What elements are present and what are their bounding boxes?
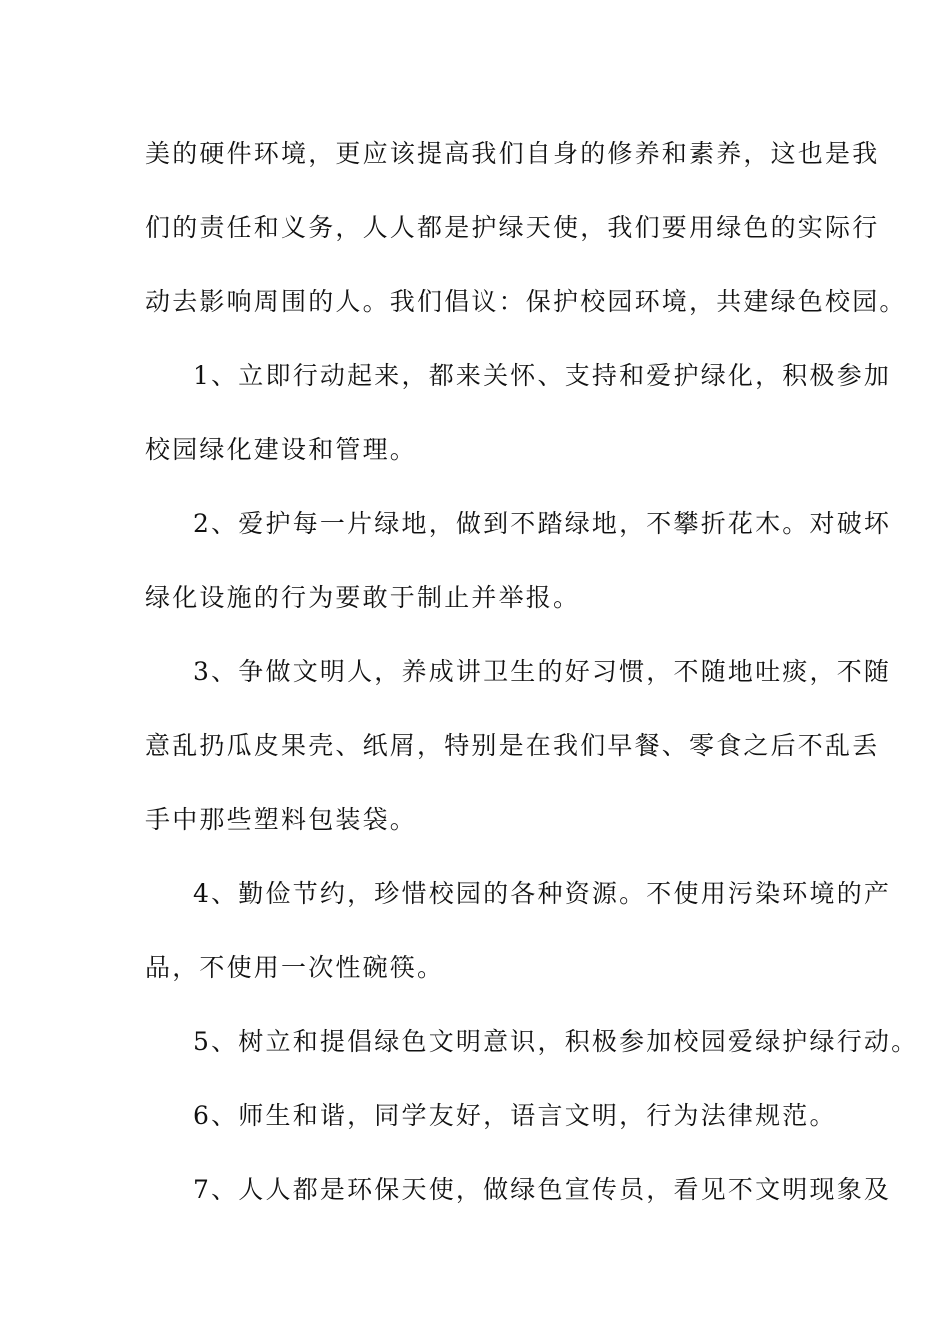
paragraph-line: 品，不使用一次性碗筷。 <box>145 953 445 982</box>
list-item-3: 3、争做文明人，养成讲卫生的好习惯，不随地吐痰，不随 <box>193 657 892 686</box>
list-item-2: 2、爱护每一片绿地，做到不踏绿地，不攀折花木。对破坏 <box>193 509 892 538</box>
list-item-1: 1、立即行动起来，都来关怀、支持和爱护绿化，积极参加 <box>193 361 892 390</box>
list-item-4: 4、勤俭节约，珍惜校园的各种资源。不使用污染环境的产 <box>193 879 892 908</box>
paragraph-line: 绿化设施的行为要敢于制止并举报。 <box>145 583 581 612</box>
paragraph-line: 们的责任和义务，人人都是护绿天使，我们要用绿色的实际行 <box>145 213 880 242</box>
paragraph-line: 意乱扔瓜皮果壳、纸屑，特别是在我们早餐、零食之后不乱丢 <box>145 731 880 760</box>
list-item-6: 6、师生和谐，同学友好，语言文明，行为法律规范。 <box>193 1101 837 1130</box>
paragraph-line: 校园绿化建设和管理。 <box>145 435 418 464</box>
paragraph-line: 动去影响周围的人。我们倡议：保护校园环境，共建绿色校园。 <box>145 287 907 316</box>
list-item-5: 5、树立和提倡绿色文明意识，积极参加校园爱绿护绿行动。 <box>193 1027 919 1056</box>
list-item-7: 7、人人都是环保天使，做绿色宣传员，看见不文明现象及 <box>193 1175 892 1204</box>
paragraph-line: 美的硬件环境，更应该提高我们自身的修养和素养，这也是我 <box>145 139 880 168</box>
paragraph-line: 手中那些塑料包装袋。 <box>145 805 418 834</box>
